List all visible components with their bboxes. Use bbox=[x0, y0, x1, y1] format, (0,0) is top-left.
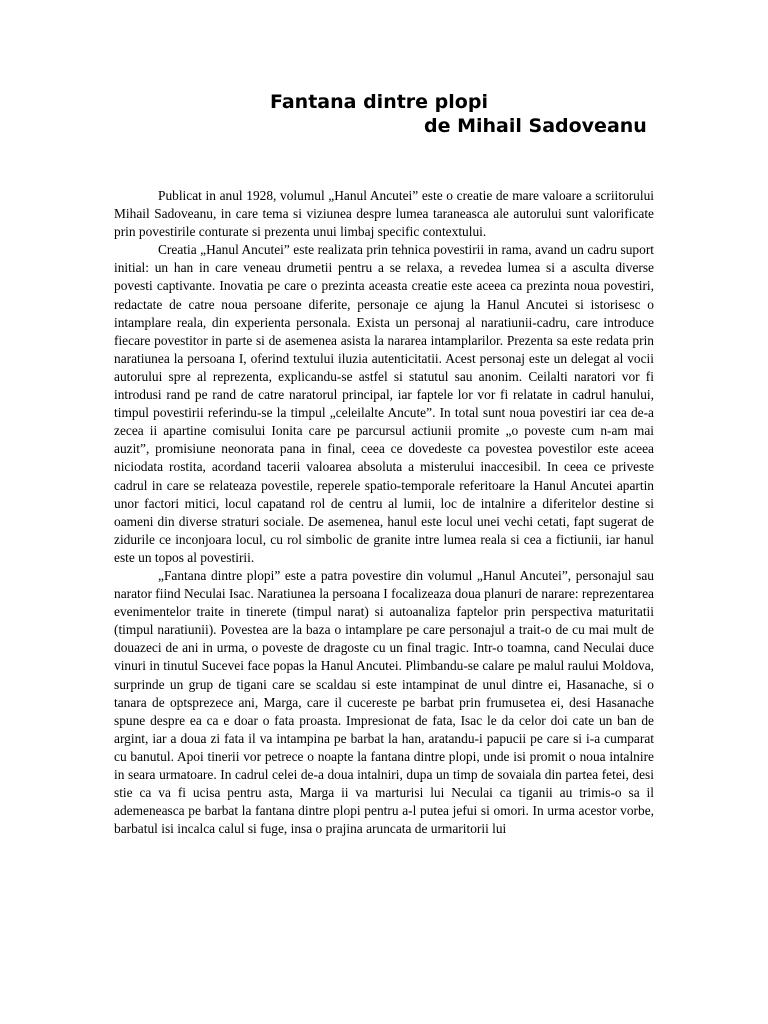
document-title: Fantana dintre plopi bbox=[270, 91, 488, 113]
author-line: de Mihail Sadoveanu bbox=[424, 115, 647, 137]
paragraph-frame-story: Creatia „Hanul Ancutei” este realizata prin tehnica povestirii in rama, avand un cadru suport initial: un han in care veneau drumetii pentru a se relaxa, a revedea lumea si a asculta diverse povesti captivante. Inovatia pe care o prezinta aceasta creatie este aceea ca prezinta noua povestiri, redactate de catre noua persoane diferite, personaje ce ajung la Hanul Ancutei si istorisesc o intamplare reala, din experienta personala. Exista un personaj al naratiunii-cadru, care introduce fiecare povestitor in parte si de asemenea asista la nararea intamplarilor. Prezenta sa este redata prin naratiunea la persoana I, oferind textului iluzia autenticitatii. Acest personaj este un delegat al vocii autorului spre al reprezenta, explicandu-se astfel si statutul sau anonim. Ceilalti naratori vor fi introdusi rand pe rand de catre naratorul principal, iar faptele lor vor fi relatate in cadrul hanului, timpul povestirii referindu-se la timpul „celeilalte Ancute”. In total sunt noua povestiri iar cea de-a zecea ii apartine comisului Ionita care pe parcursul actiunii promite „o poveste cum n-am mai auzit”, promisiune neonorata pana in final, ceea ce dovedeste ca povestea povestilor este aceea niciodata rostita, acordand tacerii valoarea absoluta a misterului inaccesibil. In ceea ce priveste cadrul in care se relateaza povestile, reperele spatio-temporale referitoare la Hanul Ancutei apartin unor factori mitici, locul capatand rol de centru al lumii, loc de intalnire a diferitelor destine si oameni din diverse straturi sociale. De asemenea, hanul este locul unei vechi cetati, fapt sugerat de zidurile ce inconjoara locul, cu rol simbolic de granite intre lumea reala si cea a fictiunii, iar hanul este un topos al povestirii. bbox=[114, 242, 654, 565]
paragraph-intro: Publicat in anul 1928, volumul „Hanul Ancutei” este o creatie de mare valoare a scriitorului Mihail Sadoveanu, in care tema si viziunea despre lumea taraneasca ale autorului sunt valorificate prin povestirile conturate si prezenta unui limbaj specific contextului. bbox=[114, 188, 654, 240]
paragraph-story-summary: „Fantana dintre plopi” este a patra povestire din volumul „Hanul Ancutei”, personajul sau narator fiind Neculai Isac. Naratiunea la persoana I focalizeaza doua planuri de narare: reprezentarea evenimentelor traite in tinerete (timpul narat) si autoanaliza faptelor prin perspectiva maturitatii (timpul naratiunii). Povestea are la baza o intamplare pe care personajul a trait-o de cu mai mult de douazeci de ani in urma, o poveste de dragoste cu un final tragic. Intr-o toamna, cand Neculai duce vinuri in tinutul Sucevei face popas la Hanul Ancutei. Plimbandu-se calare pe malul raului Moldova, surprinde un grup de tigani care se scaldau si este intampinat de unul dintre ei, Hasanache, si o tanara de optsprezece ani, Marga, care il cucereste pe barbat prin frumusetea ei, desi Hasanache spune despre ea ca e doar o fata proasta. Impresionat de fata, Isac le da celor doi cate un ban de argint, iar a doua zi fata il va intampina pe barbat la han, aratandu-i papucii pe care si i-a cumparat cu banutul. Apoi tinerii vor petrece o noapte la fantana dintre plopi, unde isi promit o noua intalnire in seara urmatoare. In cadrul celei de-a doua intalniri, dupa un timp de sovaiala din partea fetei, desi stie ca va fi ucisa pentru asta, Marga ii va marturisi lui Neculai ca tiganii au trimis-o sa il ademeneasca pe barbat la fantana dintre plopi pentru a-l putea jefui si omori. In urma acestor vorbe, barbatul isi incalca calul si fuge, insa o prajina aruncata de urmaritorii lui bbox=[114, 567, 654, 837]
body-text bbox=[114, 187, 654, 838]
